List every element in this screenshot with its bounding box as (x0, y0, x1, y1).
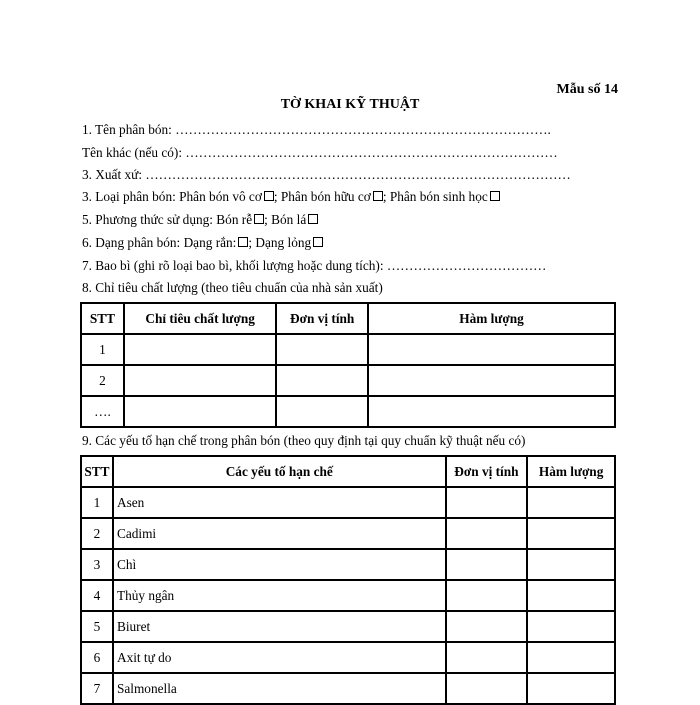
row-stt: 4 (81, 580, 113, 611)
checkbox-inorganic[interactable] (264, 191, 274, 201)
content-cell[interactable] (527, 580, 615, 611)
content-cell[interactable] (368, 365, 615, 396)
document-title: TỜ KHAI KỸ THUẬT (280, 97, 420, 112)
row-stt: 2 (81, 518, 113, 549)
criteria-cell[interactable] (124, 334, 276, 365)
unit-cell[interactable] (446, 518, 528, 549)
table-row (81, 580, 615, 611)
header-quality-criteria: Chỉ tiêu chất lượng (124, 303, 276, 334)
criteria-cell[interactable] (124, 365, 276, 396)
content-cell[interactable] (527, 673, 615, 704)
content-cell[interactable] (527, 611, 615, 642)
limiting-factors-heading: 9. Các yếu tố hạn chế trong phân bón (theo quy định tại quy chuẩn kỹ thuật nếu có) (82, 433, 526, 448)
table-header-row (81, 303, 615, 334)
header-stt: STT (81, 456, 113, 487)
quality-criteria-table (80, 302, 616, 428)
factor-name: Salmonella (113, 673, 446, 704)
factor-name: Chì (113, 549, 446, 580)
option-inorganic-label: Phân bón vô cơ (179, 189, 262, 204)
table-row (81, 487, 615, 518)
fertilizer-form-label: 6. Dạng phân bón: (82, 235, 184, 250)
checkbox-root[interactable] (254, 214, 264, 224)
factor-name: Axit tự do (113, 642, 446, 673)
origin-line: 3. Xuất xứ: …………………………………………………………………………………… (82, 167, 571, 182)
quality-criteria-heading: 8. Chỉ tiêu chất lượng (theo tiêu chuẩn của nhà sản xuất) (82, 280, 383, 295)
factor-name: Asen (113, 487, 446, 518)
other-name-line: Tên khác (nếu có): ………………………………………………………………………… (82, 145, 558, 160)
row-stt: 1 (81, 487, 113, 518)
header-limiting-factor: Các yếu tố hạn chế (113, 456, 446, 487)
header-content: Hàm lượng (368, 303, 615, 334)
criteria-cell[interactable] (124, 396, 276, 427)
row-stt: 1 (81, 334, 124, 365)
row-stt: …. (81, 396, 124, 427)
header-unit: Đơn vị tính (446, 456, 528, 487)
table-row (81, 518, 615, 549)
factor-name: Thủy ngân (113, 580, 446, 611)
unit-cell[interactable] (446, 642, 528, 673)
unit-cell[interactable] (276, 365, 368, 396)
table-row (81, 396, 615, 427)
fertilizer-type-line (82, 189, 500, 205)
row-stt: 2 (81, 365, 124, 396)
fertilizer-type-label: 3. Loại phân bón: (82, 189, 180, 204)
checkbox-organic[interactable] (373, 191, 383, 201)
unit-cell[interactable] (446, 673, 528, 704)
table-row (81, 642, 615, 673)
content-cell[interactable] (527, 549, 615, 580)
table-header-row (81, 456, 615, 487)
unit-cell[interactable] (446, 580, 528, 611)
content-cell[interactable] (527, 642, 615, 673)
option-root-label: Bón rễ (216, 212, 253, 227)
content-cell[interactable] (368, 396, 615, 427)
checkbox-liquid[interactable] (313, 237, 323, 247)
unit-cell[interactable] (276, 396, 368, 427)
row-stt: 6 (81, 642, 113, 673)
fertilizer-name-line: 1. Tên phân bón: …………………………………………………………………………. (82, 122, 551, 137)
header-stt: STT (81, 303, 124, 334)
table-row (81, 611, 615, 642)
form-number: Mẫu số 14 (556, 82, 618, 97)
unit-cell[interactable] (446, 611, 528, 642)
table-row (81, 334, 615, 365)
checkbox-leaf[interactable] (308, 214, 318, 224)
checkbox-solid[interactable] (238, 237, 248, 247)
unit-cell[interactable] (446, 549, 528, 580)
table-row (81, 549, 615, 580)
unit-cell[interactable] (276, 334, 368, 365)
option-organic-label: ; Phân bón hữu cơ (273, 189, 371, 204)
row-stt: 3 (81, 549, 113, 580)
unit-cell[interactable] (446, 487, 528, 518)
content-cell[interactable] (527, 518, 615, 549)
option-solid-label: Dạng rắn: (183, 235, 237, 250)
checkbox-biological[interactable] (490, 191, 500, 201)
table-row (81, 365, 615, 396)
header-unit: Đơn vị tính (276, 303, 368, 334)
table-row (81, 673, 615, 704)
content-cell[interactable] (368, 334, 615, 365)
row-stt: 7 (81, 673, 113, 704)
limiting-factors-table (80, 455, 616, 705)
content-cell[interactable] (527, 487, 615, 518)
packaging-line: 7. Bao bì (ghi rõ loại bao bì, khối lượng hoặc dung tích): ……………………………… (82, 258, 547, 273)
option-liquid-label: ; Dạng lỏng (248, 235, 312, 250)
usage-method-label: 5. Phương thức sử dụng: (82, 212, 217, 227)
usage-method-line (82, 212, 318, 228)
header-content: Hàm lượng (527, 456, 615, 487)
option-biological-label: ; Phân bón sinh học (382, 189, 488, 204)
row-stt: 5 (81, 611, 113, 642)
fertilizer-form-line (82, 235, 323, 251)
factor-name: Biuret (113, 611, 446, 642)
option-leaf-label: ; Bón lá (264, 212, 307, 227)
factor-name: Cadimi (113, 518, 446, 549)
